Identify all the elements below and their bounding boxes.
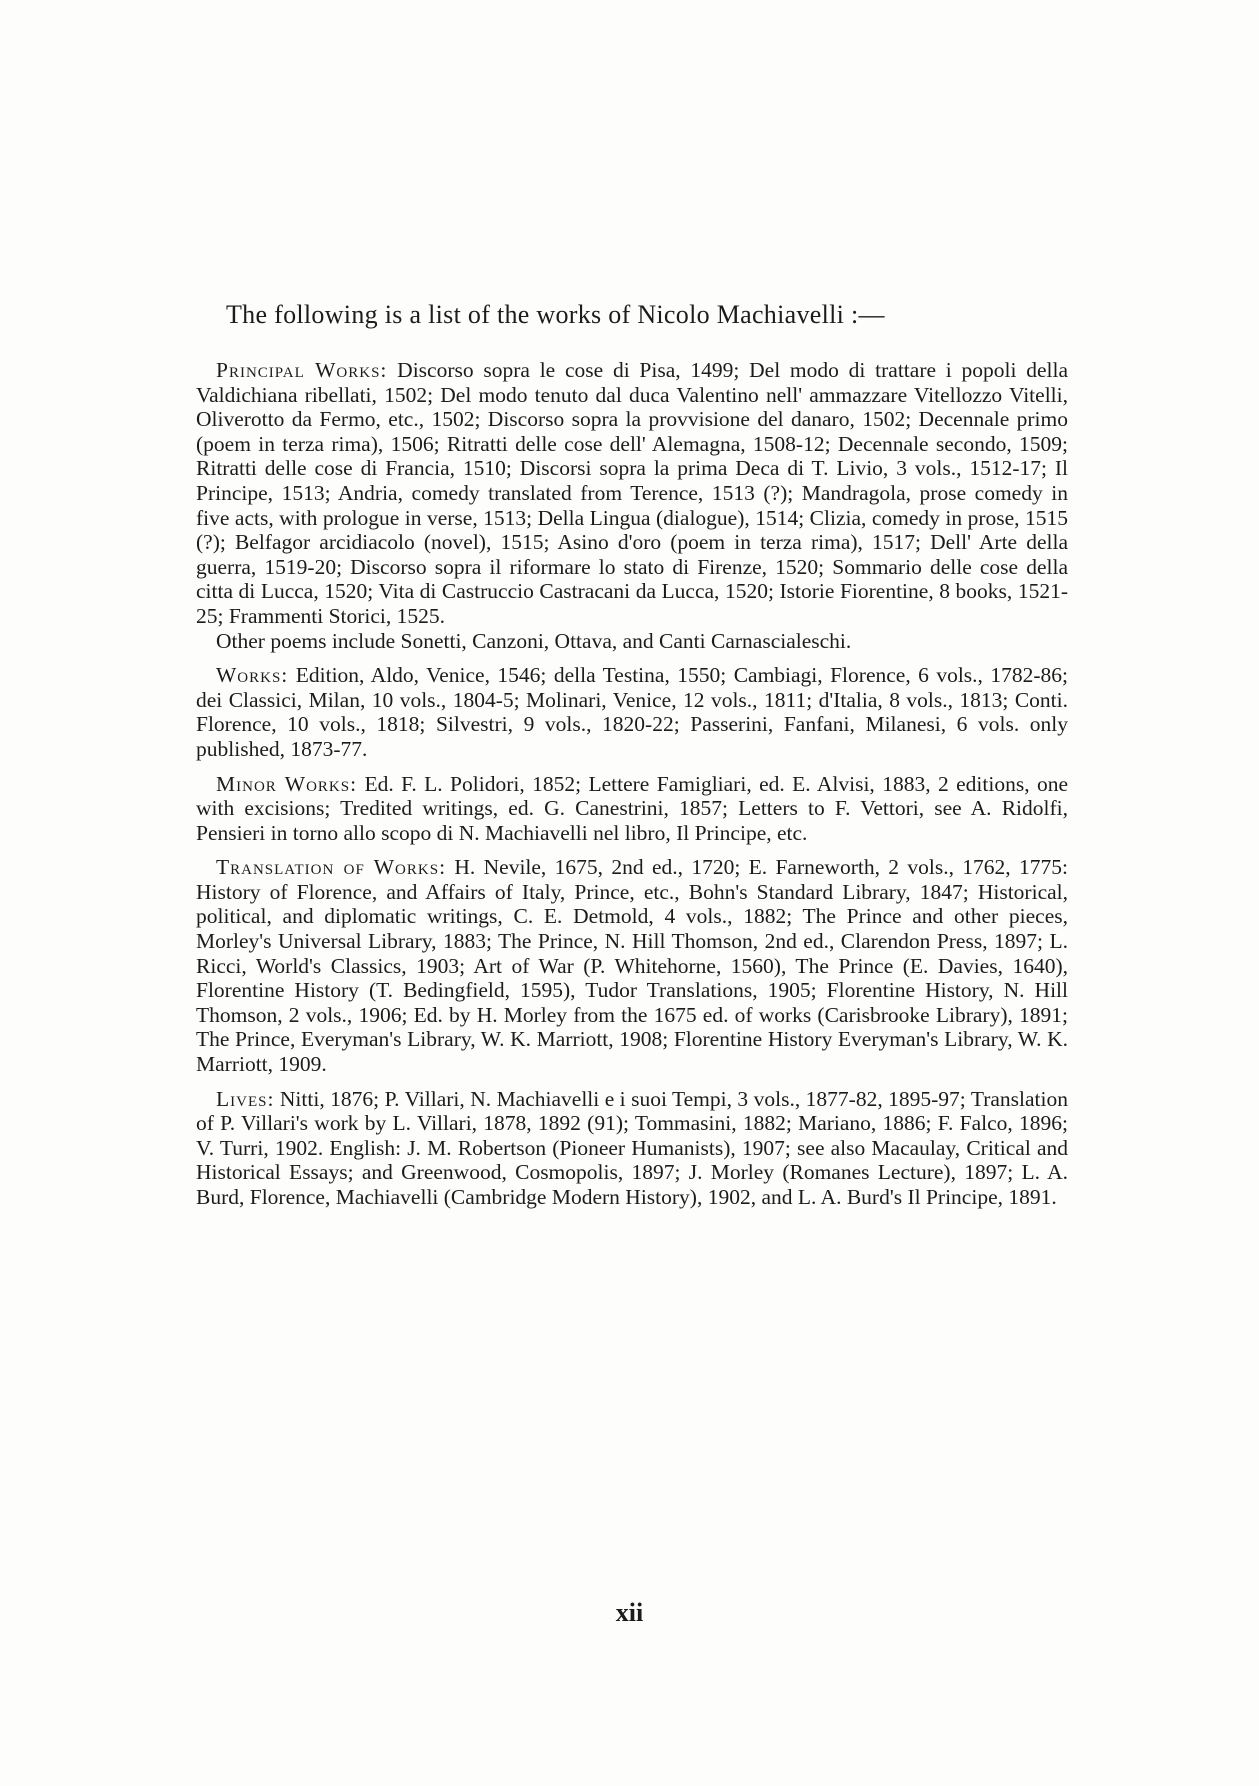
section-heading: Principal Works:	[216, 358, 388, 382]
section-text: H. Nevile, 1675, 2nd ed., 1720; E. Farneworth, 2 vols., 1762, 1775: History of Florence, and Affairs of Italy, Prince, etc., Bohn's Standard Library, 1847; Historical, political, and diplomatic writings, C. E. Detmold, 4 vols., 1882; The Prince and other pieces, Morley's Universal Library, 1883; The Prince, N. Hill Thomson, 2nd ed., Clarendon Press, 1897; L. Ricci, World's Classics, 1903; Art of War (P. Whitehorne, 1560), The Prince (E. Davies, 1640), Florentine History (T. Bedingfield, 1595), Tudor Translations, 1905; Florentine History, N. Hill Thomson, 2 vols., 1906; Ed. by H. Morley from the 1675 ed. of works (Carisbrooke Library), 1891; The Prince, Everyman's Library, W. K. Marriott, 1908; Florentine History Everyman's Library, W. K. Marriott, 1909.	[196, 855, 1068, 1077]
section-text: Discorso sopra le cose di Pisa, 1499; Del modo di trattare i popoli della Valdichiana ribellati, 1502; Del modo tenuto dal duca Valentino nell' ammazzare Vitellozzo Vitelli, Oliverotto da Fermo, etc., 1502; Discorso sopra la provvisione del danaro, 1502; Decennale primo (poem in terza rima), 1506; Ritratti delle cose dell' Alemagna, 1508-12; Decennale secondo, 1509; Ritratti delle cose di Francia, 1510; Discorsi sopra la prima Deca di T. Livio, 3 vols., 1512-17; Il Principe, 1513; Andria, comedy translated from Terence, 1513 (?); Mandragola, prose comedy in five acts, with prologue in verse, 1513; Della Lingua (dialogue), 1514; Clizia, comedy in prose, 1515 (?); Belfagor arcidiacolo (novel), 1515; Asino d'oro (poem in terza rima), 1517; Dell' Arte della guerra, 1519-20; Discorso sopra il riformare lo stato di Firenze, 1520; Sommario delle cose della citta di Lucca, 1520; Vita di Castruccio Castracani da Lucca, 1520; Istorie Fiorentine, 8 books, 1521-25; Frammenti Storici, 1525.	[196, 358, 1069, 628]
page-content	[196, 298, 1068, 1220]
section-text: Other poems include Sonetti, Canzoni, Ottava, and Canti Carnascialeschi.	[216, 628, 852, 653]
section-heading: Works:	[216, 663, 289, 688]
section-text: Edition, Aldo, Venice, 1546; della Testina, 1550; Cambiagi, Florence, 6 vols., 1782-86; dei Classici, Milan, 10 vols., 1804-5; Molinari, Venice, 12 vols., 1811; d'Italia, 8 vols., 1813; Conti. Florence, 10 vols., 1818; Silvestri, 9 vols., 1820-22; Passerini, Fanfani, Milanesi, 6 vols. only published, 1873-77.	[196, 663, 1069, 761]
section-heading: Translation of Works:	[216, 855, 447, 880]
section-translations	[196, 855, 1068, 1076]
section-text: Ed. F. L. Polidori, 1852; Lettere Famigliari, ed. E. Alvisi, 1883, 2 editions, one with excisions; Tredited writings, ed. G. Canestrini, 1857; Letters to F. Vettori, see A. Ridolfi, Pensieri in torno allo scopo di N. Machiavelli nel libro, Il Principe, etc.	[196, 771, 1069, 845]
section-minor-works	[196, 772, 1068, 846]
section-heading: Lives:	[216, 1086, 275, 1111]
page-number: xii	[615, 1598, 644, 1627]
section-text: Nitti, 1876; P. Villari, N. Machiavelli e i suoi Tempi, 3 vols., 1877-82, 1895-97; Translation of P. Villari's work by L. Villari, 1878, 1892 (91); Tommasini, 1882; Mariano, 1886; F. Falco, 1896; V. Turri, 1902. English: J. M. Robertson (Pioneer Humanists), 1907; see also Macaulay, Critical and Historical Essays; and Greenwood, Cosmopolis, 1897; J. Morley (Romanes Lecture), 1897; L. A. Burd, Florence, Machiavelli (Cambridge Modern History), 1902, and L. A. Burd's Il Principe, 1891.	[196, 1086, 1068, 1209]
section-works	[196, 663, 1068, 761]
section-heading: Minor Works:	[216, 771, 358, 796]
section-other-poems	[196, 629, 1068, 654]
intro-line: The following is a list of the works of Nicolo Machiavelli :—	[226, 300, 885, 329]
section-lives	[196, 1087, 1068, 1210]
section-principal-works	[196, 358, 1068, 629]
